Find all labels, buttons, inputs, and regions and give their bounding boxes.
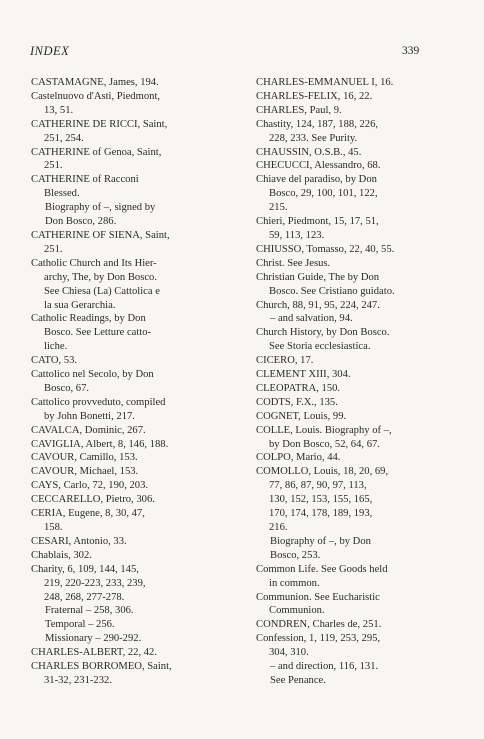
index-entry <box>256 465 458 535</box>
index-entry-line: la sua Gerarchia. <box>44 299 116 311</box>
index-entry <box>31 493 227 507</box>
index-entry-line: in common. <box>269 577 320 589</box>
index-entry <box>31 660 227 688</box>
index-entry <box>31 173 227 201</box>
index-entry-line: by John Bonetti, 217. <box>44 410 135 422</box>
index-entry-line: CECCARELLO, Pietro, 306. <box>31 494 155 506</box>
index-entry <box>31 76 227 90</box>
index-entry <box>256 618 458 632</box>
index-entry-line: Biography of –, by Don <box>270 535 371 547</box>
index-entry <box>256 299 458 313</box>
index-entry <box>256 410 458 424</box>
index-entry <box>256 76 458 90</box>
index-entry-line: Christian Guide, The by Don <box>256 271 380 283</box>
index-entry-line: Temporal – 256. <box>45 619 115 631</box>
index-entry <box>31 368 227 396</box>
index-entry <box>31 632 227 646</box>
index-entry-line: 216. <box>269 522 288 533</box>
index-entry <box>31 604 227 618</box>
index-entry-line: Bosco, 67. <box>44 382 90 394</box>
index-entry <box>256 90 458 104</box>
index-entry <box>31 312 227 354</box>
index-entry-line: Church, 88, 91, 95, 224, 247. <box>256 299 380 311</box>
index-entry <box>256 396 458 410</box>
index-entry <box>256 257 458 271</box>
index-entry-line: CHARLES-FELIX, 16, 22. <box>256 90 373 102</box>
index-entry-line: Cattolico provveduto, compiled <box>31 396 166 408</box>
index-entry <box>31 201 227 229</box>
index-entry <box>256 159 458 173</box>
index-entry-line: CATHERINE DE RICCI, Saint, <box>31 118 168 130</box>
index-entry-line: CAYS, Carlo, 72, 190, 203. <box>31 480 149 492</box>
index-entry <box>256 173 458 215</box>
index-entry-line: 77, 86, 87, 90, 97, 113, <box>269 480 367 492</box>
index-entry <box>256 382 458 396</box>
index-entry-line: 304, 310. <box>269 647 309 659</box>
index-entry-line: Chieri, Piedmont, 15, 17, 51, <box>256 216 379 228</box>
index-entry-line: COGNET, Louis, 99. <box>256 410 347 422</box>
index-entry <box>256 535 458 563</box>
index-entry <box>31 451 227 465</box>
running-head-title: INDEX <box>30 44 70 58</box>
index-entry-line: Church History, by Don Bosco. <box>256 327 390 339</box>
index-entry-line: 13, 51. <box>44 104 74 116</box>
index-entry-line: 251, 254. <box>44 132 84 144</box>
index-entry-line: Bosco. See Letture catto- <box>44 327 152 339</box>
index-entry-line: COMOLLO, Louis, 18, 20, 69, <box>256 466 389 478</box>
index-entry-line: CESARI, Antonio, 33. <box>31 535 127 547</box>
index-entry-line: CASTAMAGNE, James, 194. <box>31 77 159 88</box>
index-entry-line: Missionary – 290-292. <box>45 633 142 645</box>
page-number: 339 <box>402 45 420 57</box>
index-entry-line: 31-32, 231-232. <box>44 674 112 686</box>
index-entry <box>31 90 227 118</box>
index-entry-line: CHECUCCI, Alessandro, 68. <box>256 160 381 172</box>
index-entry-line: CATO, 53. <box>31 355 78 367</box>
index-entry <box>31 465 227 479</box>
index-entry <box>31 424 227 438</box>
index-entry-line: Chablais, 302. <box>31 549 92 561</box>
index-entry-line: Communion. <box>269 605 325 617</box>
index-entry-line: Catholic Readings, by Don <box>31 313 146 325</box>
index-entry <box>31 354 227 368</box>
index-entry-line: CAVIGLIA, Albert, 8, 146, 188. <box>31 438 169 450</box>
index-entry-line: See Penance. <box>270 674 326 686</box>
index-entry-line: by Don Bosco, 52, 64, 67. <box>269 438 380 450</box>
index-entry-line: 251. <box>44 243 63 255</box>
index-entry <box>256 563 458 591</box>
index-entry-line: Blessed. <box>44 188 80 200</box>
index-entry-line: 170, 174, 178, 189, 193, <box>269 508 373 520</box>
index-entry-line: Cattolico nel Secolo, by Don <box>31 369 154 381</box>
index-entry <box>31 535 227 549</box>
index-entry-line: See Chiesa (La) Cattolica e <box>44 285 160 297</box>
index-entry-line: Bosco. See Cristiano guidato. <box>269 285 395 297</box>
index-entry-line: COLLE, Louis. Biography of –, <box>256 424 392 436</box>
index-entry-line: CONDREN, Charles de, 251. <box>256 619 382 631</box>
index-column-left <box>31 76 227 688</box>
index-entry-line: Charity, 6, 109, 144, 145, <box>31 563 139 575</box>
index-entry-line: CERIA, Eugene, 8, 30, 47, <box>31 508 145 520</box>
index-entry <box>256 368 458 382</box>
index-entry <box>256 451 458 465</box>
index-entry <box>31 118 227 146</box>
index-entry-line: liche. <box>44 341 68 353</box>
index-entry-line: See Storia ecclesiastica. <box>269 341 371 353</box>
index-entry-line: – and salvation, 94. <box>270 313 353 325</box>
index-entry-line: Bosco, 253. <box>270 549 321 561</box>
index-entry-line: CLEMENT XIII, 304. <box>256 369 351 381</box>
index-entry-line: 59, 113, 123. <box>269 229 325 241</box>
index-entry-line: 248, 268, 277-278. <box>44 591 125 603</box>
index-entry-line: – and direction, 116, 131. <box>270 661 379 673</box>
index-entry-line: CAVOUR, Michael, 153. <box>31 466 139 478</box>
index-entry-line: Confession, 1, 119, 253, 295, <box>256 633 381 645</box>
index-entry-line: Don Bosco, 286. <box>45 216 117 228</box>
index-entry-line: COLPO, Mario, 44. <box>256 452 341 464</box>
index-entry-line: CODTS, F.X., 135. <box>256 396 338 408</box>
index-entry-line: Bosco, 29, 100, 101, 122, <box>269 188 378 200</box>
index-entry-line: Christ. See Jesus. <box>256 257 331 269</box>
index-entry <box>31 229 227 257</box>
index-entry <box>31 618 227 632</box>
index-entry-line: Common Life. See Goods held <box>256 563 388 575</box>
index-entry-line: 219, 220-223, 233, 239, <box>44 577 146 589</box>
index-entry-line: CATHERINE of Racconi <box>31 174 139 186</box>
index-entry <box>31 396 227 424</box>
index-entry-line: CICERO, 17. <box>256 355 314 367</box>
index-entry <box>256 312 458 326</box>
index-column-right <box>256 76 458 688</box>
index-entry <box>256 660 458 674</box>
index-entry <box>31 646 227 660</box>
index-entry <box>256 354 458 368</box>
index-entry-line: 158. <box>44 522 63 533</box>
index-entry-line: 215. <box>269 202 288 214</box>
index-entry <box>256 632 458 660</box>
index-entry <box>31 563 227 605</box>
index-entry-line: CHIUSSO, Tomasso, 22, 40, 55. <box>256 243 395 255</box>
index-entry <box>31 507 227 535</box>
index-entry-line: CHARLES, Paul, 9. <box>256 104 342 116</box>
index-entry <box>256 146 458 160</box>
index-entry-line: CAVOUR, Camillo, 153. <box>31 452 138 464</box>
index-entry-line: Catholic Church and Its Hier- <box>31 257 157 269</box>
index-entry-line: CLEOPATRA, 150. <box>256 382 341 394</box>
index-entry <box>256 104 458 118</box>
index-entry <box>256 424 458 452</box>
index-entry-line: CHARLES-EMMANUEL I, 16. <box>256 77 394 88</box>
index-entry-line: 130, 152, 153, 155, 165, <box>269 494 373 506</box>
index-entry-line: CATHERINE OF SIENA, Saint, <box>31 229 170 241</box>
index-entry <box>256 674 458 688</box>
index-entry-line: CAVALCA, Dominic, 267. <box>31 424 146 436</box>
index-entry-line: Fraternal – 258, 306. <box>45 605 134 617</box>
index-entry-line: Biography of –, signed by <box>45 202 156 214</box>
index-entry-line: Chiave del paradiso, by Don <box>256 174 377 186</box>
index-entry-line: 251. <box>44 160 63 172</box>
index-entry-line: archy, The, by Don Bosco. <box>44 271 157 283</box>
index-entry <box>256 243 458 257</box>
index-entry <box>31 257 227 313</box>
index-entry-line: Communion. See Eucharistic <box>256 591 380 603</box>
index-entry-line: CHARLES-ALBERT, 22, 42. <box>31 647 157 659</box>
index-entry <box>31 549 227 563</box>
index-entry-line: CHAUSSIN, O.S.B., 45. <box>256 146 362 158</box>
index-entry <box>256 118 458 146</box>
index-entry <box>256 215 458 243</box>
index-entry <box>31 479 227 493</box>
index-entry <box>31 146 227 174</box>
index-entry-line: CHARLES BORROMEO, Saint, <box>31 661 172 673</box>
index-entry-line: 228, 233. See Purity. <box>269 132 358 144</box>
index-entry-line: Chastity, 124, 187, 188, 226, <box>256 118 379 130</box>
index-entry <box>31 438 227 452</box>
index-entry <box>256 591 458 619</box>
index-entry-line: Castelnuovo d'Asti, Piedmont, <box>31 90 161 102</box>
index-entry-line: CATHERINE of Genoa, Saint, <box>31 146 162 158</box>
index-entry <box>256 326 458 354</box>
index-entry <box>256 271 458 299</box>
